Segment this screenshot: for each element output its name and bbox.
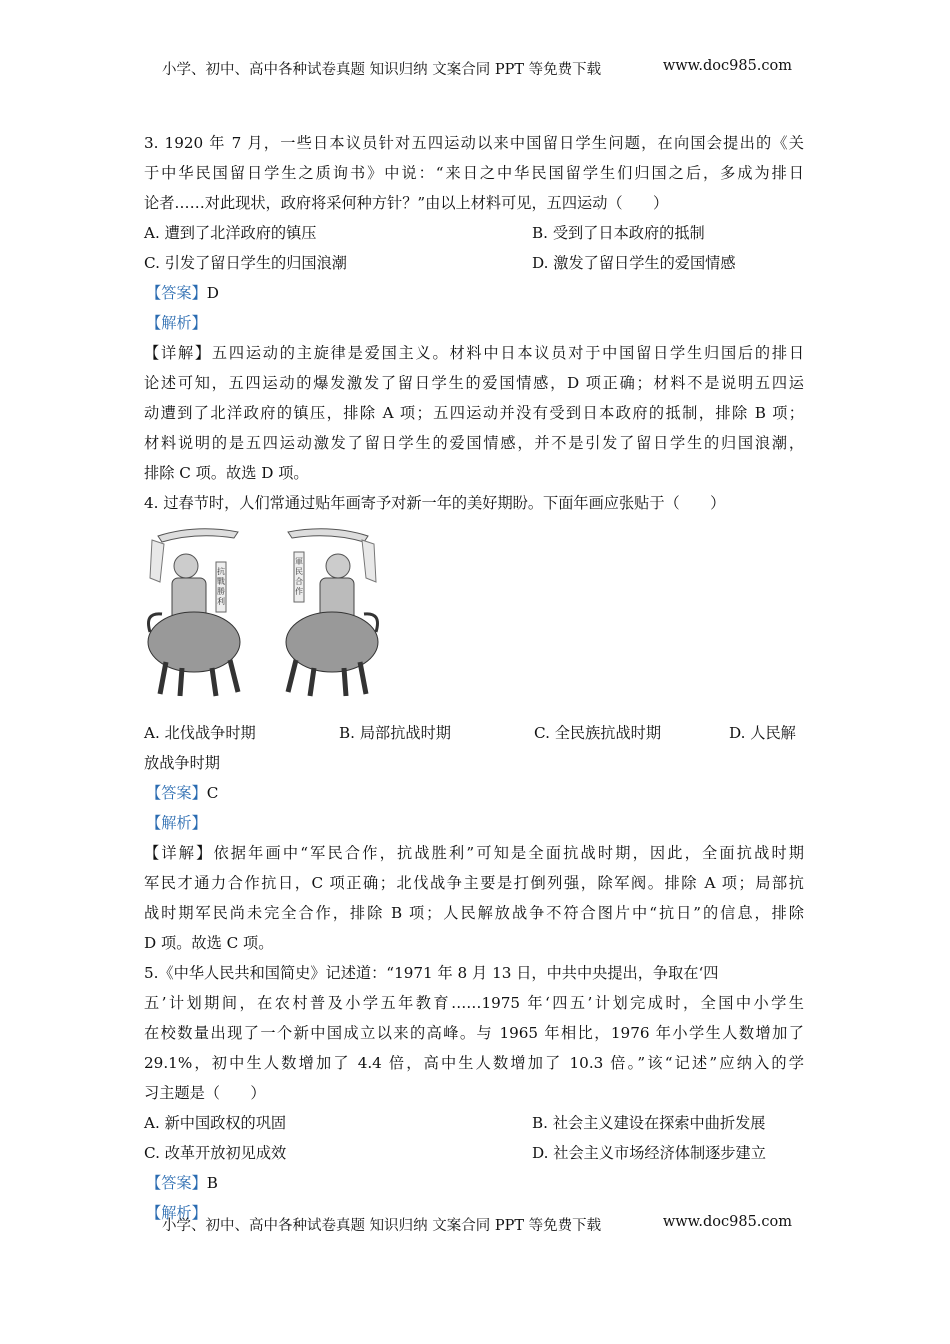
svg-text:利: 利 — [217, 597, 225, 606]
page-footer — [162, 1214, 792, 1235]
svg-text:戰: 戰 — [217, 577, 225, 586]
detail-text: 五四运动的主旋律是爱国主义。材料中日本议员对于中国留日学生归国后的排日 — [211, 344, 804, 362]
question-stem-line: 习主题是（ ） — [144, 1084, 266, 1102]
option-a: A. 遭到了北洋政府的镇压 — [144, 224, 317, 242]
detail-line: D 项。故选 C 项。 — [144, 934, 274, 952]
footer-website: www.doc985.com — [662, 1214, 792, 1230]
option-a: A. 北伐战争时期 — [144, 724, 256, 742]
option-d: D. 人民解 — [729, 724, 796, 742]
nianhua-images — [144, 518, 804, 718]
question-stem-line: 论者……对此现状，政府将采何种方针？”由以上材料可见，五四运动（ ） — [144, 194, 669, 212]
option-c: C. 引发了留日学生的归国浪潮 — [144, 254, 347, 272]
analysis-label: 【解析】 — [146, 814, 207, 832]
options-row — [144, 248, 804, 278]
question-stem-line: 于中华民国留日学生之质询书》中说：“来日之中华民国留学生们归国之后，多成为排日 — [144, 164, 804, 182]
detail-text: 依据年画中“军民合作，抗战胜利”可知是全面抗战时期，因此，全面抗战时期 — [213, 844, 804, 862]
answer-line — [144, 1168, 804, 1198]
options-row — [144, 1138, 804, 1168]
question-stem-line: 5.《中华人民共和国简史》记述道：“1971 年 8 月 13 日，中共中央提出，争取在‘四 — [144, 964, 719, 982]
svg-text:作: 作 — [295, 587, 303, 596]
detail-line: 军民才通力合作抗日，C 项正确；北伐战争主要是打倒列强，除军阀。排除 A 项；局部抗 — [144, 874, 804, 892]
document-body — [144, 128, 804, 1228]
option-c: C. 改革开放初见成效 — [144, 1144, 287, 1162]
analysis-line — [144, 808, 804, 838]
question-stem-line: 29.1%，初中生人数增加了 4.4 倍，高中生人数增加了 10.3 倍。”该“记述”应纳入的学 — [144, 1054, 804, 1072]
page-header — [162, 58, 792, 79]
question-stem-line: 五’计划期间，在农村普及小学五年教育……1975 年‘四五’计划完成时，全国中小学生 — [144, 994, 804, 1012]
detail-label: 【详解】 — [144, 344, 212, 362]
option-c: C. 全民族抗战时期 — [534, 724, 662, 742]
options-row — [144, 218, 804, 248]
option-d: D. 社会主义市场经济体制逐步建立 — [532, 1144, 766, 1162]
footer-promo-text: 小学、初中、高中各种试卷真题 知识归纳 文案合同 PPT 等免费下载 — [162, 1218, 602, 1234]
answer-value: C — [206, 784, 219, 802]
svg-text:民: 民 — [295, 567, 303, 576]
svg-text:勝: 勝 — [217, 587, 225, 596]
detail-line: 论述可知，五四运动的爆发激发了留日学生的爱国情感，D 项正确；材料不是说明五四运 — [144, 374, 804, 392]
nianhua-image-left — [146, 522, 254, 702]
question-4 — [144, 488, 804, 958]
options-row — [144, 1108, 804, 1138]
detail-line — [144, 338, 804, 368]
nianhua-image-right — [272, 522, 380, 702]
detail-line: 材料说明的是五四运动激发了留日学生的爱国情感，并不是引发了留日学生的归国浪潮， — [144, 434, 804, 452]
question-5 — [144, 958, 804, 1228]
detail-label: 【详解】 — [144, 844, 214, 862]
detail-line: 动遭到了北洋政府的镇压，排除 A 项；五四运动并没有受到日本政府的抵制，排除 B 项； — [144, 404, 804, 422]
horseman-soldier-icon — [272, 522, 380, 702]
answer-line — [144, 278, 804, 308]
vertical-caption: 抗 — [217, 567, 225, 576]
analysis-line — [144, 308, 804, 338]
question-3 — [144, 128, 804, 488]
answer-label: 【答案】 — [146, 1174, 207, 1192]
answer-value: B — [206, 1174, 218, 1192]
question-stem-line: 4. 过春节时，人们常通过贴年画寄予对新一年的美好期盼。下面年画应张贴于（ ） — [144, 494, 726, 512]
svg-text:合: 合 — [295, 577, 303, 586]
option-d: D. 激发了留日学生的爱国情感 — [532, 254, 736, 272]
option-b: B. 局部抗战时期 — [339, 724, 451, 742]
option-b: B. 受到了日本政府的抵制 — [532, 224, 705, 242]
question-stem-line: 3. 1920 年 7 月，一些日本议员针对五四运动以来中国留日学生问题，在向国会提出的《关 — [144, 134, 804, 152]
svg-text:軍: 軍 — [295, 557, 303, 566]
detail-line: 排除 C 项。故选 D 项。 — [144, 464, 309, 482]
options-row — [144, 718, 804, 748]
answer-line — [144, 778, 804, 808]
option-d-wrap: 放战争时期 — [144, 754, 220, 772]
analysis-label: 【解析】 — [146, 314, 207, 332]
horseman-soldier-icon — [146, 522, 254, 702]
answer-value: D — [206, 284, 219, 302]
option-b: B. 社会主义建设在探索中曲折发展 — [532, 1114, 766, 1132]
detail-line: 战时期军民尚未完全合作，排除 B 项；人民解放战争不符合图片中“抗日”的信息，排除 — [144, 904, 804, 922]
detail-line — [144, 838, 804, 868]
answer-label: 【答案】 — [146, 284, 207, 302]
question-stem-line: 在校数量出现了一个新中国成立以来的高峰。与 1965 年相比，1976 年小学生人数增加了 — [144, 1024, 804, 1042]
analysis-label: 【解析】 — [146, 1204, 207, 1222]
header-website: www.doc985.com — [662, 58, 792, 74]
header-promo-text: 小学、初中、高中各种试卷真题 知识归纳 文案合同 PPT 等免费下载 — [162, 62, 602, 78]
answer-label: 【答案】 — [146, 784, 207, 802]
option-a: A. 新中国政权的巩固 — [144, 1114, 287, 1132]
